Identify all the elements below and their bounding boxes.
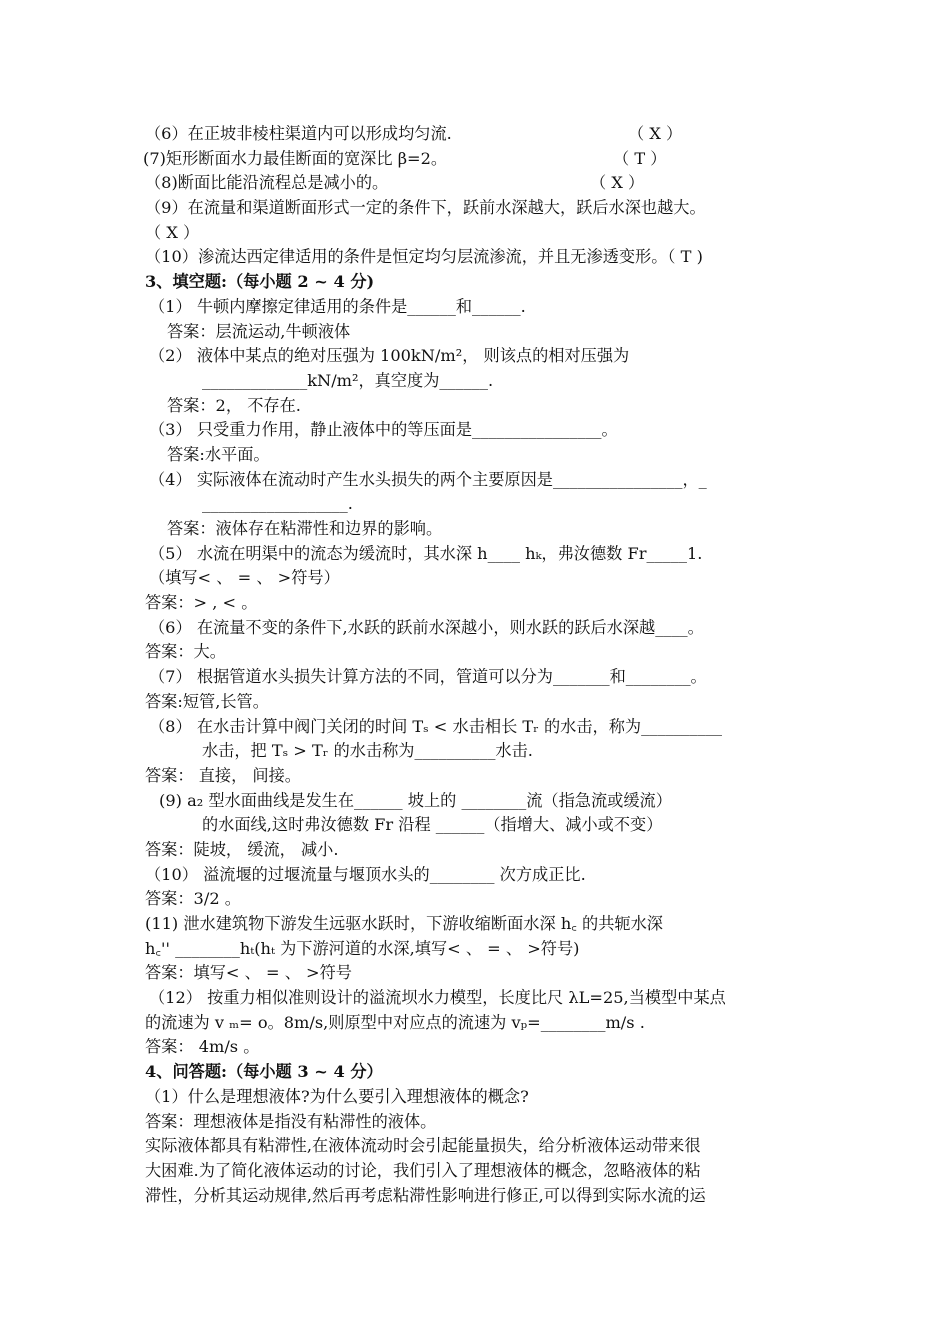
answer-fb7: 答案:短管,长管。 bbox=[145, 691, 269, 711]
line-qa1: （1）什么是理想液体?为什么要引入理想液体的概念? bbox=[145, 1086, 529, 1106]
line-fb4: （4） 实际液体在流动时产生水头损失的两个主要原因是________________，_ bbox=[149, 469, 707, 489]
line-fb12: （12） 按重力相似准则设计的溢流坝水力模型，长度比尺 λL=25,当模型中某点 bbox=[149, 988, 726, 1008]
line-q9-mark: （ X ） bbox=[145, 222, 200, 242]
answer-fb6: 答案：大。 bbox=[145, 642, 226, 662]
line-fb4-cont: __________________. bbox=[202, 494, 353, 514]
answer-qa1: 答案：理想液体是指没有粘滞性的液体。 bbox=[145, 1111, 437, 1131]
line-q8: （8)断面比能沿流程总是减小的。 （ X ） bbox=[145, 171, 810, 196]
answer-fb12: 答案： 4m/s 。 bbox=[145, 1037, 260, 1057]
line-fb6: （6） 在流量不变的条件下,水跃的跃前水深越小，则水跃的跃后水深越____。 bbox=[149, 617, 704, 637]
line-q7: (7)矩形断面水力最佳断面的宽深比 β=2。 （ T ） bbox=[143, 147, 810, 172]
answer-fb5: 答案：> , < 。 bbox=[145, 593, 258, 613]
paragraph-line-1: 实际液体都具有粘滞性,在液体流动时会引起能量损失，给分析液体运动带来很 bbox=[145, 1136, 701, 1156]
line-fb8-cont: 水击，把 Tₛ > Tᵣ 的水击称为__________水击. bbox=[202, 741, 533, 761]
answer-fb10: 答案：3/2 。 bbox=[145, 889, 241, 909]
answer-mark: （ T ） bbox=[613, 148, 667, 168]
line-fb11-cont: h꜀'' ________hₜ(hₜ 为下游河道的水深,填写< 、 = 、 >符号) bbox=[145, 938, 580, 958]
line-fb9-cont: 的水面线,这时弗汝德数 Fr 沿程 ______（指增大、减小或不变） bbox=[202, 815, 663, 835]
answer-mark: （ X ） bbox=[628, 124, 683, 143]
answer-mark: （ X ） bbox=[590, 173, 645, 193]
line-fb2-cont: _____________kN/m²，真空度为______. bbox=[202, 370, 494, 390]
answer-fb2: 答案：2， 不存在. bbox=[167, 395, 301, 415]
line-fb10: （10） 溢流堰的过堰流量与堰顶水头的________ 次方成正比. bbox=[145, 864, 586, 884]
line-fb8: （8） 在水击计算中阀门关闭的时间 Tₛ < 水击相长 Tᵣ 的水击，称为__________ bbox=[149, 716, 723, 736]
line-fb1: （1） 牛顿内摩擦定律适用的条件是______和______. bbox=[149, 296, 526, 316]
line-fb5-cont: （填写< 、 = 、 >符号） bbox=[149, 568, 340, 588]
line-q9: （9）在流量和渠道断面形式一定的条件下，跃前水深越大，跃后水深也越大。 bbox=[145, 198, 706, 218]
line-fb3: （3） 只受重力作用，静止液体中的等压面是________________。 bbox=[149, 420, 618, 440]
line-fb12-cont: 的流速为 v ₘ= o。8m/s,则原型中对应点的流速为 vₚ=________m/s . bbox=[145, 1012, 645, 1032]
answer-fb4: 答案：液体存在粘滞性和边界的影响。 bbox=[167, 519, 443, 538]
section-heading-fill-blank: 3、填空题:（每小题 2 ~ 4 分) bbox=[145, 272, 375, 292]
line-fb5: （5） 水流在明渠中的流态为缓流时，其水深 h____ hₖ，弗汝德数 Fr_____1. bbox=[149, 543, 703, 563]
answer-fb11: 答案：填写< 、 = 、 >符号 bbox=[145, 963, 352, 983]
document-page bbox=[145, 122, 810, 1208]
line-fb7: （7） 根据管道水头损失计算方法的不同，管道可以分为_______和________。 bbox=[149, 667, 707, 687]
line-q10: （10）渗流达西定律适用的条件是恒定均匀层流渗流，并且无渗透变形。（ T ) bbox=[145, 247, 703, 267]
section-heading-qa: 4、问答题:（每小题 3 ~ 4 分） bbox=[145, 1062, 383, 1082]
answer-fb3: 答案:水平面。 bbox=[167, 444, 270, 464]
line-q6: （6）在正坡非棱柱渠道内可以形成均匀流. （ X ） bbox=[145, 122, 810, 147]
answer-fb9: 答案：陡坡， 缓流， 减小. bbox=[145, 839, 339, 859]
line-fb2: （2） 液体中某点的绝对压强为 100kN/m²， 则该点的相对压强为 bbox=[149, 346, 630, 366]
paragraph-line-3: 滞性，分析其运动规律,然后再考虑粘滞性影响进行修正,可以得到实际水流的运 bbox=[145, 1185, 706, 1205]
paragraph-line-2: 大困难.为了简化液体运动的讨论，我们引入了理想液体的概念，忽略液体的粘 bbox=[145, 1160, 701, 1180]
line-fb11: (11) 泄水建筑物下游发生远驱水跃时，下游收缩断面水深 h꜀ 的共轭水深 bbox=[145, 914, 663, 933]
answer-fb1: 答案：层流运动,牛顿液体 bbox=[167, 321, 351, 341]
answer-fb8: 答案： 直接， 间接。 bbox=[145, 765, 301, 785]
line-fb9: (9) a₂ 型水面曲线是发生在______ 坡上的 ________流（指急流或缓流） bbox=[159, 790, 672, 810]
